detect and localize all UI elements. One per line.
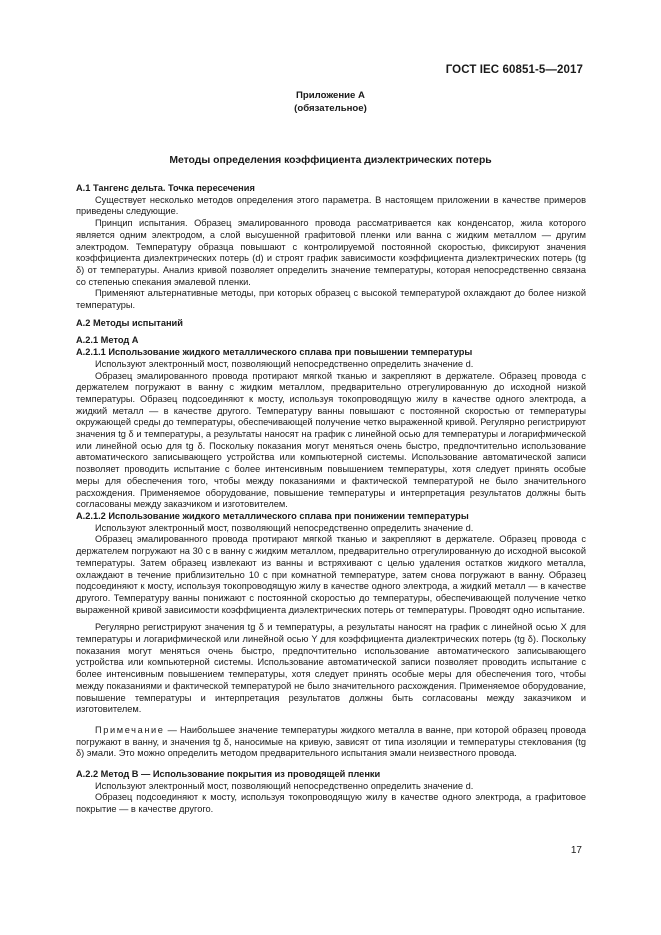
note-paragraph <box>76 725 586 760</box>
section-heading: А.1 Тангенс дельта. Точка пересечения <box>76 183 255 193</box>
paragraph: Используют электронный мост, позволяющий непосредственно определить значение d. <box>95 358 474 369</box>
paragraph: Используют электронный мост, позволяющий непосредственно определить значение d. <box>95 780 474 791</box>
paragraph: Регулярно регистрируют значения tg δ и температуры, а результаты наносят на график с линейной осью X для температуры и логарифмической или линейной осью Y для коэффициента диэлектрических потерь (tg δ). Поскольку показания могут меняться очень быстро, предпочтительно использование автоматического записывающего устройства или компьютерной системы. Использование автоматической записи позволяет проводить испытание с более интенсивным повышением температуры, хотя следует принять особые меры для обеспечения того, чтобы между показаниями и фактической температурой не было значительного расхождения. Применяемое оборудование, повышение температуры и интерпретация результатов должны быть согласованы между заказчиком и изготовителем. <box>76 622 586 715</box>
paragraph: Образец эмалированного провода протирают мягкой тканью и закрепляют в держателе. Образец провода с держателем погружают на 30 с в ванну с жидким металлом, предварительно отрегулированную до исходной высокой температуры. Затем образец извлекают из ванны и встряхивают с целью удаления остатков жидкого металла, охлаждают в течение приблизительно 10 с при комнатной температуре, затем снова погружают в ванну. Образец подсоединяют к мосту, используя токопроводящую жилу в качестве одного электрода, а жидкий металл — в качестве другого. Температуру ванны понижают с постоянной скоростью до температуры, обеспечивающей получение четко выраженной кривой зависимости коэффициента диэлектрических потерь от температуры. Проводят одно испытание. <box>76 534 586 615</box>
appendix-title: Приложение А <box>296 90 365 101</box>
page-number: 17 <box>570 845 582 856</box>
subsection-heading: А.2.1.2 Использование жидкого металлического сплава при понижении температуры <box>76 510 469 521</box>
spacer <box>76 760 586 769</box>
paragraph: Применяют альтернативные методы, при которых образец с высокой температурой охлаждают до более низкой температуры. <box>76 288 586 311</box>
paragraph: Используют электронный мост, позволяющий непосредственно определить значение d. <box>95 522 474 533</box>
document-body <box>76 183 586 816</box>
spacer <box>76 716 586 725</box>
section-heading: А.2 Методы испытаний <box>76 317 183 328</box>
subsection-heading: А.2.1 Метод А <box>76 335 139 346</box>
paragraph: Образец эмалированного провода протирают мягкой тканью и закрепляют в держателе. Образец провода с держателем погружают в ванну с жидким металлом, предварительно отрегулированную до исходной низкой температуры. Образец подсоединяют к мосту, используя токопроводящую жилу в качестве одного электрода, а жидкий металл — в качестве другого. Температуру ванны повышают с постоянной скоростью от температуры окружающей среды до температуры, обеспечивающей получение четко выраженной кривой. Регулярно регистрируют значения tg δ и температуры, а результаты наносят на график с линейной осью для температуры и логарифмической или линейной осью для tg δ. Поскольку показания могут меняться очень быстро, предпочтительно использование автоматического записывающего устройства или компьютерной системы. Использование автоматической записи позволяет проводить испытание с более интенсивным повышением температуры, хотя следует принять особые меры для обеспечения того, чтобы между показаниями и фактической температурой не было значительного расхождения. Применяемое оборудование, повышение температуры и интерпретация результатов должны быть согласованы между заказчиком и изготовителем. <box>76 370 586 510</box>
standard-header: ГОСТ IEC 60851-5—2017 <box>445 64 583 76</box>
subsection-heading: А.2.2 Метод В — Использование покрытия из проводящей пленки <box>76 769 381 780</box>
note-text: — Наибольшее значение температуры жидкого металла в ванне, при которой образец провода погружают в ванну, и значения tg δ, наносимые на кривую, зависят от типа изоляции и температуры стеклования (tg δ) эмали. Это можно определить методом предварительного испытания эмали неизвестного провода. <box>76 724 586 759</box>
subsection-heading: А.2.1.1 Использование жидкого металлического сплава при повышении температуры <box>76 347 473 358</box>
appendix-status: (обязательное) <box>294 103 367 114</box>
paragraph: Принцип испытания. Образец эмалированного провода рассматривается как конденсатор, жила которого является одним электродом, а слой высушенной графитовой пленки или ванна с жидким металлом — другим электродом. Температуру образца повышают с контролируемой постоянной скоростью, фиксируют значения коэффициента диэлектрических потерь (d) и строят график зависимости коэффициента диэлектрических потерь (tg δ) от температуры. Анализ кривой позволяет определить значение температуры, которая непосредственно связана со степенью спекания эмалевой пленки. <box>76 218 586 287</box>
main-title: Методы определения коэффициента диэлектрических потерь <box>169 155 492 166</box>
paragraph: Образец подсоединяют к мосту, используя токопроводящую жилу в качестве одного электрода, а графитовое покрытие — в качестве другого. <box>76 792 586 815</box>
note-label: Примечание <box>95 724 165 735</box>
paragraph: Существует несколько методов определения этого параметра. В настоящем приложении в качестве примеров приведены следующие. <box>76 194 586 217</box>
